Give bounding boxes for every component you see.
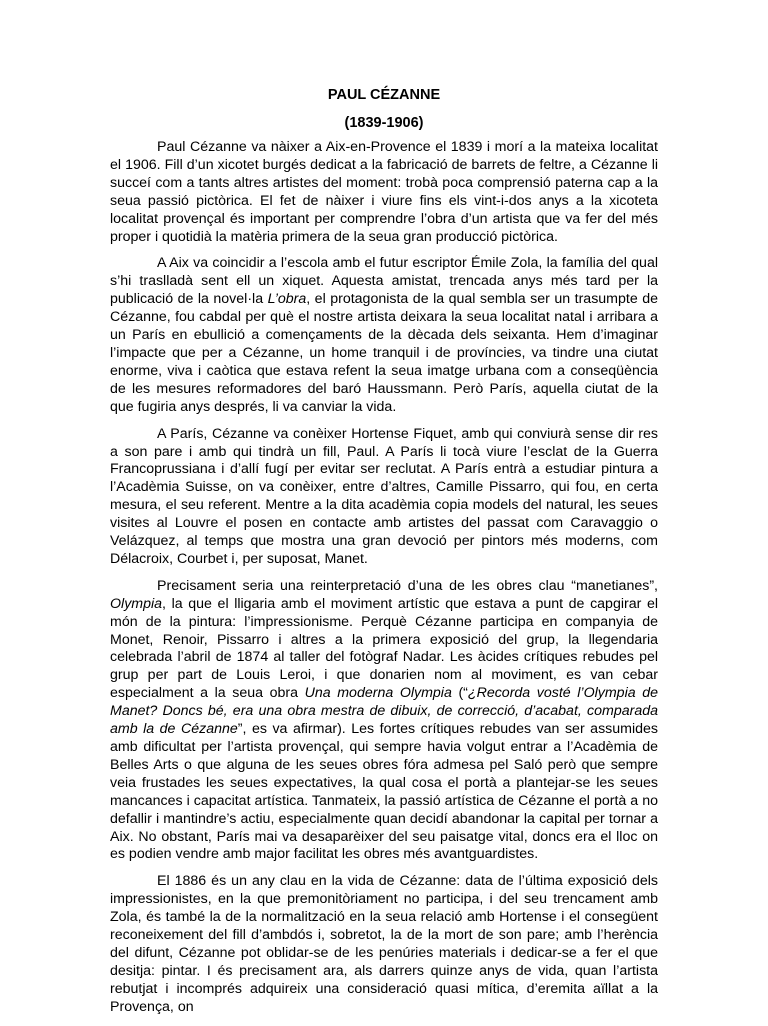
paragraph: Precisament seria una reinterpretació d’una de les obres clau “manetianes”, Olympia, la que el lligaria amb el moviment artístic que estava a punt de capgirar el món de la pintura: l’impressionisme. Perquè Cézanne participa en companyia de Monet, Renoir, Pissarro i altres a la primera exposició del grup, la llegendaria celebrada l’abril de 1874 al taller del fotògraf Nadar. Les àcides crítiques rebudes pel grup per part de Louis Leroi, i que donarien nom al moviment, es van cebar especialment a la seua obra Una moderna Olympia (“¿Recorda vosté l’Olympia de Manet? Doncs bé, era una obra mestra de dibuix, de correcció, d’acabat, comparada amb la de Cézanne”, es va afirmar). Les fortes crítiques rebudes van ser assumides amb dificultat per l’artista provençal, qui sempre havia volgut entrar a l’Acadèmia de Belles Arts o que alguna de les seues obres fóra admesa pel Saló però que sempre veia frustades les seues expectatives, la qual cosa el portà a plantejar-se les seues mancances i capacitat artística. Tanmateix, la passió artística de Cézanne el portà a no defallir i mantindre’s actiu, especialmente quan decidí abandonar la capital per tornar a Aix. No obstant, París mai va desaparèixer del seu paisatge vital, doncs era el lloc on es podien vendre amb major facilitat les obres més avantguardistes. bbox=[110, 577, 658, 863]
document-title: PAUL CÉZANNE bbox=[327, 87, 441, 103]
paragraph: Paul Cézanne va nàixer a Aix-en-Provence el 1839 i morí a la mateixa localitat el 1906. Fill d’un xicotet burgés dedicat a la fabricació de barrets de feltre, a Cézanne li succeí com a tants altres artistes del moment: trobà poca comprensió paterna cap a la seua passió pictòrica. El fet de nàixer i viure fins els vint-i-dos anys a la xicoteta localitat provençal és important per comprendre l’obra d’un artista que va fer del més proper i quotidià la matèria primera de la seua gran producció pictòrica. bbox=[110, 139, 658, 245]
paragraph: A París, Cézanne va conèixer Hortense Fiquet, amb qui conviurà sense dir res a son pare i amb qui tindrà un fill, Paul. A París li tocà viure l’esclat de la Guerra Francoprussiana i d’allí fugí per evitar ser reclutat. A París entrà a estudiar pintura a l’Acadèmia Suisse, on va conèixer, entre d’altres, Camille Pissarro, qui fou, en certa mesura, el seu referent. Mentre a la dita acadèmia copia models del natural, les seues visites al Louvre el posen en contacte amb artistes del passat com Caravaggio o Velázquez, al temps que mostra una gran devoció per pintors més moderns, com Délacroix, Courbet i, per suposat, Manet. bbox=[110, 425, 658, 567]
paragraph: A Aix va coincidir a l’escola amb el futur escriptor Émile Zola, la família del qual s’hi traslladà sent ell un xiquet. Aquesta amistat, trencada anys més tard per la publicació de la novel·la L’obra, el protagonista de la qual sembla ser un trasumpte de Cézanne, fou cabdal per què el nostre artista deixara la seua localitat natal i arribara a un París en ebullició a començaments de la dècada dels seixanta. Hem d’imaginar l’impacte que per a Cézanne, un home tranquil i de províncies, va tindre una ciutat enorme, viva i caòtica que estava refent la seua imatge urbana com a conseqüència de les mesures reformadores del baró Haussmann. Però París, aquella ciutat de la que fugiria anys després, li va canviar la vida. bbox=[110, 255, 658, 415]
document-body bbox=[110, 139, 658, 1026]
document-subtitle: (1839-1906) bbox=[344, 115, 424, 131]
paragraph: El 1886 és un any clau en la vida de Cézanne: data de l’última exposició dels impressionistes, en la que premonitòriament no participa, i del seu trencament amb Zola, és també la de la normalització en la seua relació amb Hortense i el consegüent reconeixement del fill d’ambdós i, sobretot, la de la mort de son pare; amb l’herència del difunt, Cézanne pot oblidar-se de les penúries materials i dedicar-se a fer el que desitja: pintar. I és precisament ara, als darrers quinze anys de vida, quan l’artista rebutjat i incomprés adquireix una consideració quasi mítica, d’eremita aïllat a la Provença, on bbox=[110, 873, 658, 1015]
